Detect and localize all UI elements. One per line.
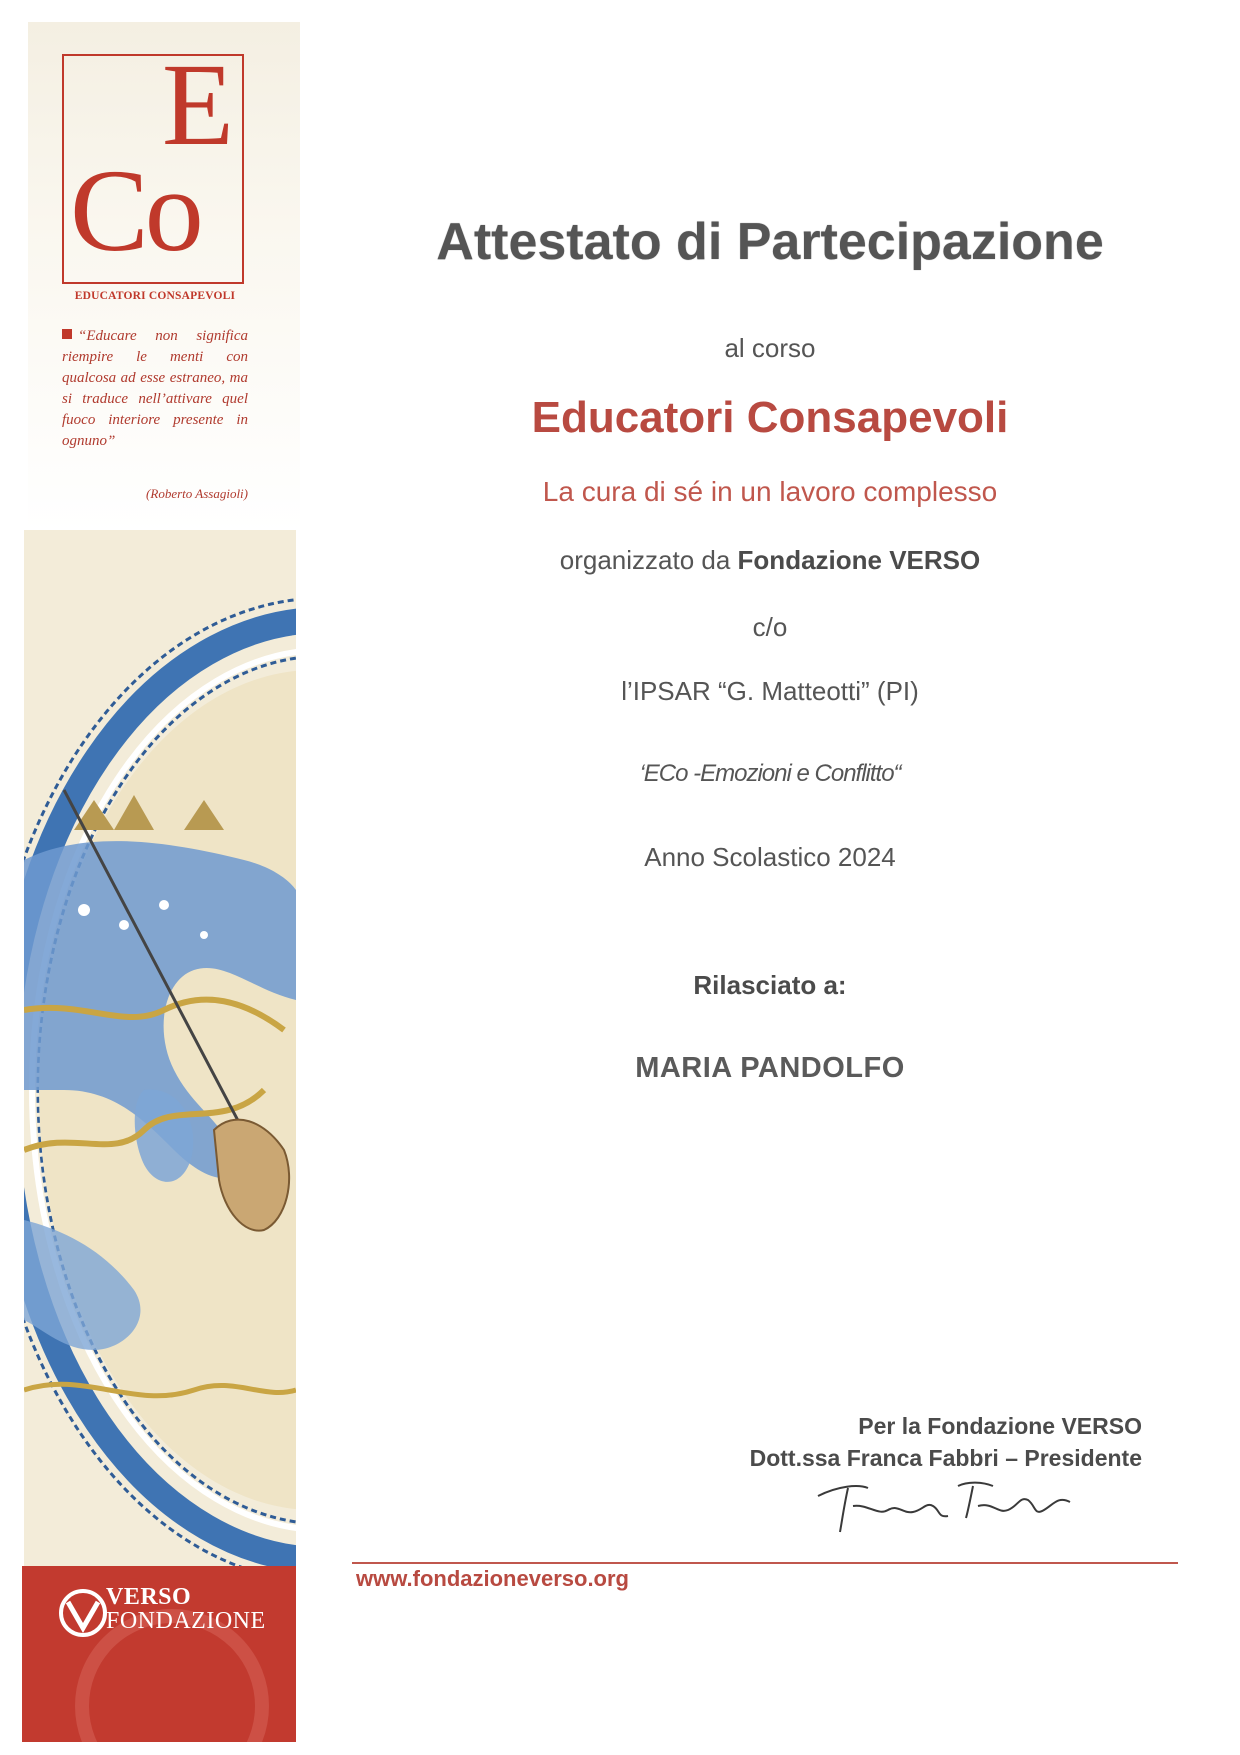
course-subtitle: La cura di sé in un lavoro complesso: [542, 476, 998, 507]
handwritten-signature: [808, 1466, 1098, 1536]
eco-logo: [62, 39, 244, 284]
assagioli-quote: [62, 326, 248, 452]
care-of: c/o: [752, 612, 788, 642]
website-link[interactable]: www.fondazioneverso.org: [356, 1566, 629, 1591]
school-year: Anno Scolastico 2024: [644, 842, 896, 872]
course-intro: al corso: [724, 333, 816, 363]
verso-brand-line1: VERSO: [106, 1584, 192, 1610]
verso-brand-line2: FONDAZIONE: [106, 1608, 266, 1634]
map-drawing: [24, 530, 296, 1566]
organizer-name: Fondazione VERSO: [737, 545, 981, 575]
quote-author: (Roberto Assagioli): [146, 486, 248, 501]
signature-line1: Per la Fondazione VERSO: [858, 1413, 1142, 1439]
project-name: ‘ECo -Emozioni e Conflitto“: [639, 760, 901, 787]
venue: l’IPSAR “G. Matteotti” (PI): [621, 676, 919, 706]
logo-letters-co: Co: [70, 145, 200, 276]
issued-to-label: Rilasciato a:: [693, 970, 847, 1000]
logo-caption: EDUCATORI CONSAPEVOLI: [74, 290, 236, 302]
certificate-title: Attestato di Partecipazione: [436, 213, 1104, 271]
recipient-name: MARIA PANDOLFO: [635, 1052, 905, 1084]
quote-bullet-icon: [62, 329, 72, 339]
organizer-line: [360, 545, 1180, 576]
course-name: Educatori Consapevoli: [531, 393, 1009, 442]
footer-divider: [352, 1562, 1178, 1564]
signature-block: [640, 1410, 1142, 1474]
organizer-prefix: organizzato da: [559, 545, 738, 575]
quote-text: “Educare non significa riempire le menti con qualcosa ad esse estraneo, ma si traduce nell’attivare quel fuoco interiore presente in ognuno”: [62, 328, 248, 449]
verso-brand-text: [106, 1585, 266, 1633]
logo-letter-e: E: [161, 39, 234, 170]
verso-logo-icon: [58, 1588, 108, 1638]
signature-line2: Dott.ssa Franca Fabbri – Presidente: [749, 1445, 1142, 1471]
antique-map-illustration: [24, 530, 296, 1566]
